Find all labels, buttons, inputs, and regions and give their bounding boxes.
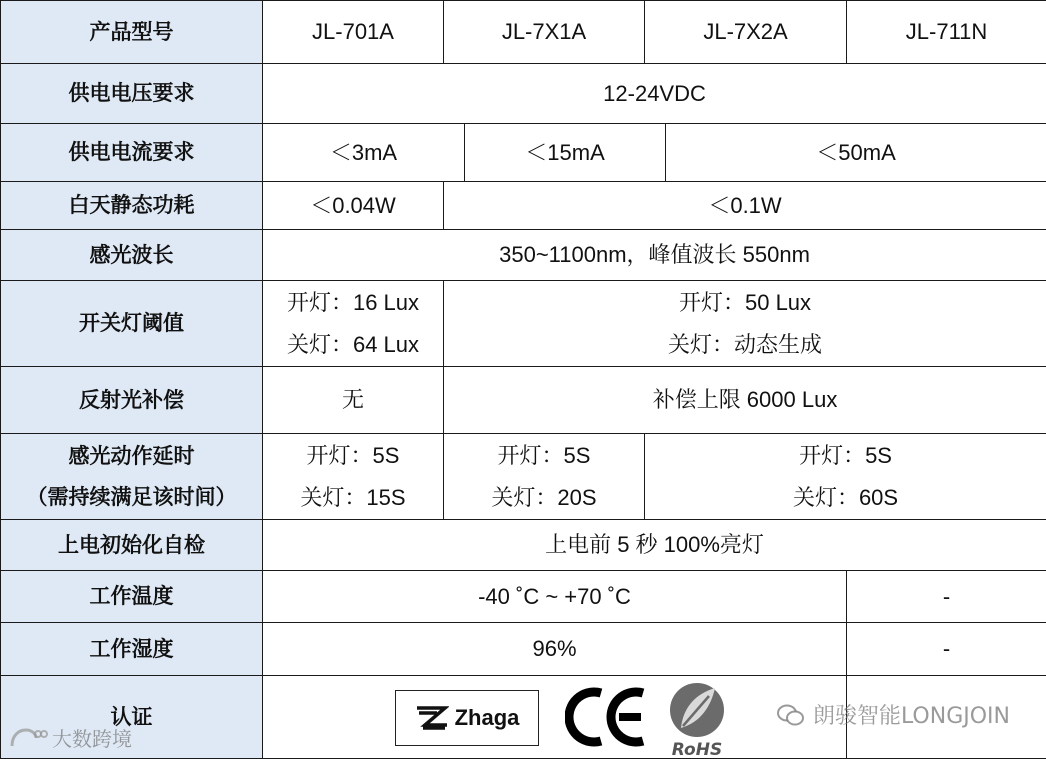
table-cell: ＜0.04W <box>263 182 444 230</box>
table-cell: ＜50mA <box>666 124 1046 182</box>
table-cell: 补偿上限 6000 Lux <box>444 367 1046 434</box>
row-header: 开关灯阈值 <box>1 281 263 367</box>
cell-line: 开灯：5S <box>645 442 1046 470</box>
table-row <box>1 623 1046 676</box>
table-row <box>1 64 1046 124</box>
table-cell: ＜3mA <box>263 124 465 182</box>
table-cell <box>645 434 1046 520</box>
table-cell: JL-7X2A <box>645 1 847 64</box>
row-header-line: 感光动作延时 <box>1 443 262 469</box>
table-cell: 350~1100nm，峰值波长 550nm <box>263 230 1046 281</box>
row-header: 工作湿度 <box>1 623 263 676</box>
table-row <box>1 124 1046 182</box>
row-header <box>1 434 263 520</box>
table-row <box>1 281 1046 367</box>
brand-logo-icon <box>8 726 48 750</box>
cell-line: 开灯：5S <box>263 442 443 470</box>
rohs-text: RoHS <box>672 740 722 758</box>
table-row <box>1 571 1046 623</box>
cell-line: 关灯：64 Lux <box>263 331 443 359</box>
certification-logos <box>263 676 846 758</box>
row-header: 感光波长 <box>1 230 263 281</box>
cell-line: 关灯：动态生成 <box>444 331 1046 359</box>
cell-line: 开灯：16 Lux <box>263 289 443 317</box>
table-cell: 12-24VDC <box>263 64 1046 124</box>
table-row <box>1 520 1046 571</box>
row-header: 认证 <box>1 676 263 759</box>
wechat-watermark <box>777 699 1010 730</box>
table-row <box>1 434 1046 520</box>
table-cell: JL-7X1A <box>444 1 645 64</box>
row-header: 供电电压要求 <box>1 64 263 124</box>
cell-line: 关灯：20S <box>444 484 644 512</box>
table-cell <box>263 434 444 520</box>
cell-line: 开灯：5S <box>444 442 644 470</box>
watermark-text-left: 大数跨境 <box>52 723 132 752</box>
source-watermark <box>8 723 132 752</box>
table-cell: ＜15mA <box>465 124 666 182</box>
table-cell: ＜0.1W <box>444 182 1046 230</box>
row-header: 供电电流要求 <box>1 124 263 182</box>
table-cell: JL-711N <box>847 1 1046 64</box>
table-cell: - <box>847 571 1046 623</box>
cell-line: 开灯：50 Lux <box>444 289 1046 317</box>
table-cell: 96% <box>263 623 847 676</box>
table-cell <box>444 434 645 520</box>
cell-line: 关灯：60S <box>645 484 1046 512</box>
ce-icon <box>565 684 649 750</box>
row-header: 工作温度 <box>1 571 263 623</box>
row-header: 反射光补偿 <box>1 367 263 434</box>
table-cell: 无 <box>263 367 444 434</box>
table-cell: JL-701A <box>263 1 444 64</box>
cell-line: 关灯：15S <box>263 484 443 512</box>
zhaga-logo <box>395 690 539 746</box>
zhaga-icon <box>415 705 449 731</box>
table-cell <box>263 676 847 759</box>
table-cell <box>444 281 1046 367</box>
row-header: 产品型号 <box>1 1 263 64</box>
table-row <box>1 230 1046 281</box>
watermark-text-right: 朗骏智能LONGJOIN <box>813 699 1010 730</box>
row-header-line: （需持续满足该时间） <box>1 484 262 510</box>
row-header: 上电初始化自检 <box>1 520 263 571</box>
row-header: 白天静态功耗 <box>1 182 263 230</box>
table-row <box>1 1 1046 64</box>
zhaga-text: Zhaga <box>455 704 520 732</box>
rohs-icon <box>665 680 731 758</box>
wechat-icon <box>777 703 805 727</box>
table-row <box>1 182 1046 230</box>
table-cell: 上电前 5 秒 100%亮灯 <box>263 520 1046 571</box>
table-cell: - <box>847 623 1046 676</box>
table-cell <box>263 281 444 367</box>
table-row <box>1 367 1046 434</box>
table-cell: -40 ˚C ~ +70 ˚C <box>263 571 847 623</box>
